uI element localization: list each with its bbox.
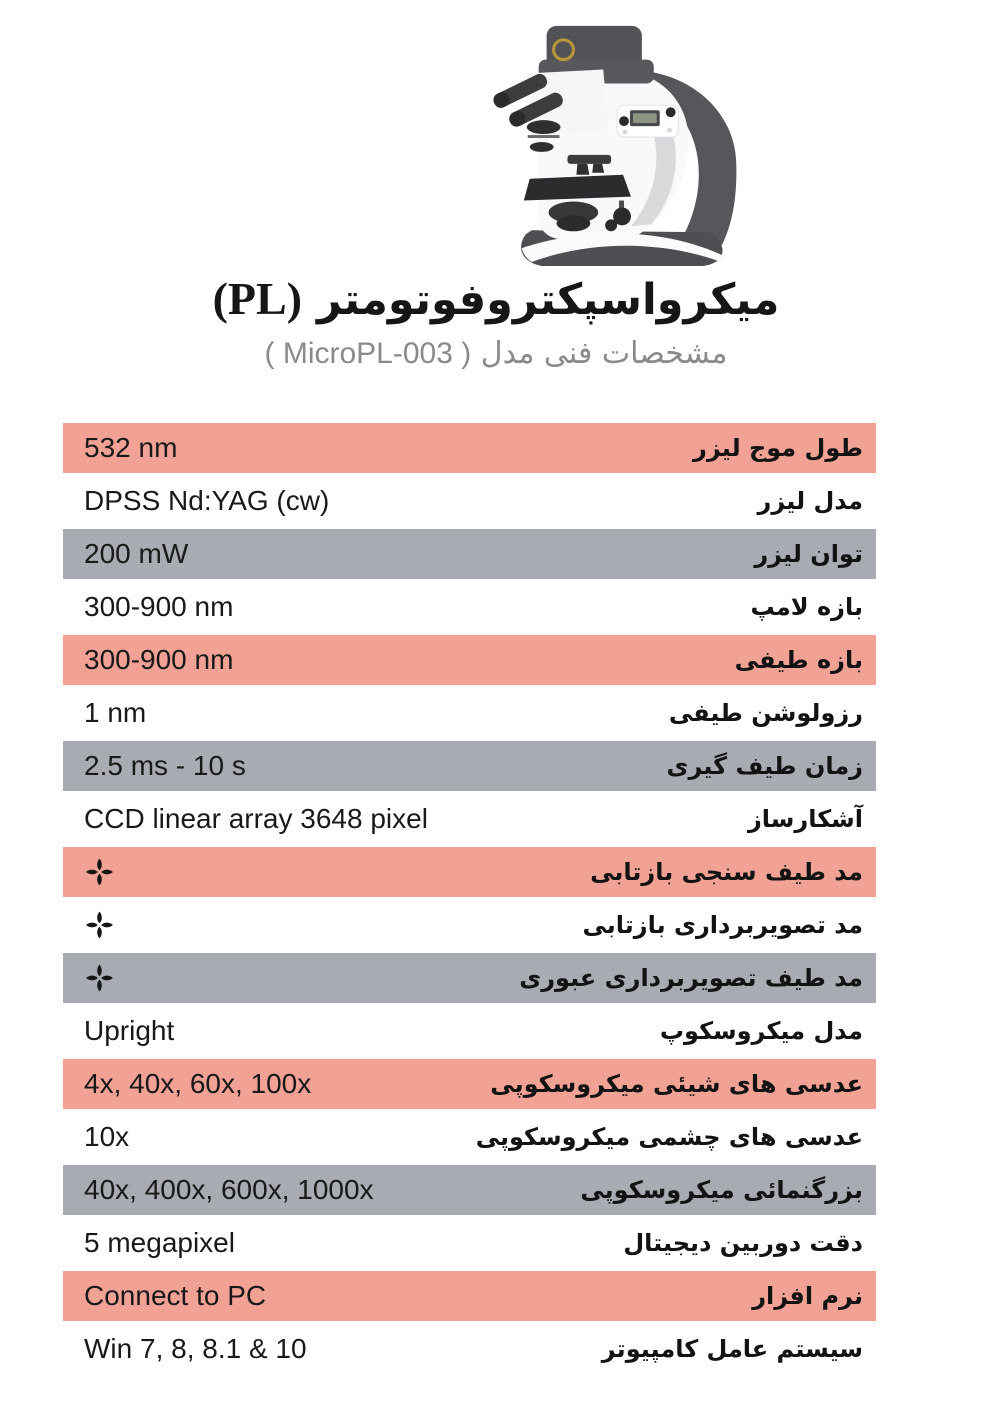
- spec-row: [63, 1271, 876, 1321]
- four-petal-asterisk-icon: [84, 960, 115, 996]
- stage: [524, 175, 631, 201]
- spec-label: زمان طیف گیری: [666, 752, 863, 780]
- spec-row: [63, 741, 876, 791]
- spec-row: [63, 1324, 876, 1374]
- spec-value: CCD linear array 3648 pixel: [84, 803, 428, 834]
- spec-row: [63, 1112, 876, 1162]
- spec-label: عدسی های شیئی میکروسکوپی: [490, 1070, 863, 1098]
- spec-value: 300-900 nm: [84, 591, 234, 622]
- spec-value: [84, 854, 115, 890]
- spec-value: [84, 907, 115, 943]
- spec-row: [63, 688, 876, 738]
- spec-label: سیستم عامل کامپیوتر: [601, 1335, 863, 1363]
- spec-label: مد طیف تصویربرداری عبوری: [519, 964, 863, 992]
- spec-value: 40x, 400x, 600x, 1000x: [84, 1174, 374, 1205]
- spec-value: 10x: [84, 1121, 130, 1152]
- spec-label: توان لیزر: [754, 540, 863, 568]
- spec-value: Win 7, 8, 8.1 & 10: [84, 1333, 307, 1364]
- spec-label: بزرگنمائی میکروسکوپی: [580, 1176, 863, 1204]
- spec-row: [63, 847, 876, 897]
- spec-value: 5 megapixel: [84, 1227, 235, 1258]
- page-subtitle-farsi: مشخصات فنی مدل: [480, 336, 728, 371]
- spec-label: نرم افزار: [752, 1282, 863, 1310]
- four-petal-asterisk-icon: [84, 854, 115, 890]
- spec-row: [63, 1165, 876, 1215]
- spec-value: Connect to PC: [84, 1280, 267, 1311]
- spec-row: [63, 476, 876, 526]
- spec-label: عدسی های چشمی میکروسکوپی: [475, 1123, 863, 1151]
- page-title-farsi: میکرواسپکتروفوتومتر: [317, 275, 780, 325]
- spec-value: 1 nm: [84, 697, 147, 728]
- spec-label: دقت دوربین دیجیتال: [623, 1229, 863, 1257]
- spec-row: [63, 1059, 876, 1109]
- nosepiece: [567, 155, 611, 164]
- spec-label: مدل میکروسکوپ: [659, 1017, 863, 1045]
- spec-label: رزولوشن طیفی: [668, 699, 863, 727]
- spec-value: DPSS Nd:YAG (cw): [84, 485, 330, 516]
- spec-table: [63, 423, 876, 1377]
- spec-label: بازه لامپ: [750, 593, 863, 621]
- spec-row: [63, 794, 876, 844]
- page-subtitle-model: ( MicroPL-003 ): [264, 337, 472, 370]
- spec-value: Upright: [84, 1015, 175, 1046]
- spec-value: 4x, 40x, 60x, 100x: [84, 1068, 312, 1099]
- page-subtitle: [0, 336, 992, 371]
- four-petal-asterisk-icon: [84, 907, 115, 943]
- page-title: [0, 272, 992, 325]
- spec-row: [63, 529, 876, 579]
- spec-label: طول موج لیزر: [693, 434, 863, 462]
- spec-label: مد طیف سنجی بازتابی: [590, 858, 863, 886]
- microscope-illustration: [492, 12, 760, 270]
- spec-label: مد تصویربرداری بازتابی: [582, 911, 863, 939]
- spec-value: [84, 960, 115, 996]
- page-title-latin: (PL): [212, 273, 303, 324]
- spec-row: [63, 582, 876, 632]
- spec-value: 532 nm: [84, 432, 178, 463]
- spec-label: آشکارساز: [747, 805, 863, 833]
- spec-label: مدل لیزر: [757, 487, 863, 515]
- spec-row: [63, 1218, 876, 1268]
- spec-row: [63, 1006, 876, 1056]
- spec-value: 200 mW: [84, 538, 189, 569]
- spec-row: [63, 423, 876, 473]
- spec-value: 2.5 ms - 10 s: [84, 750, 246, 781]
- spec-value: 300-900 nm: [84, 644, 234, 675]
- spec-row: [63, 953, 876, 1003]
- spec-label: بازه طیفی: [734, 646, 863, 674]
- spec-row: [63, 635, 876, 685]
- spec-row: [63, 900, 876, 950]
